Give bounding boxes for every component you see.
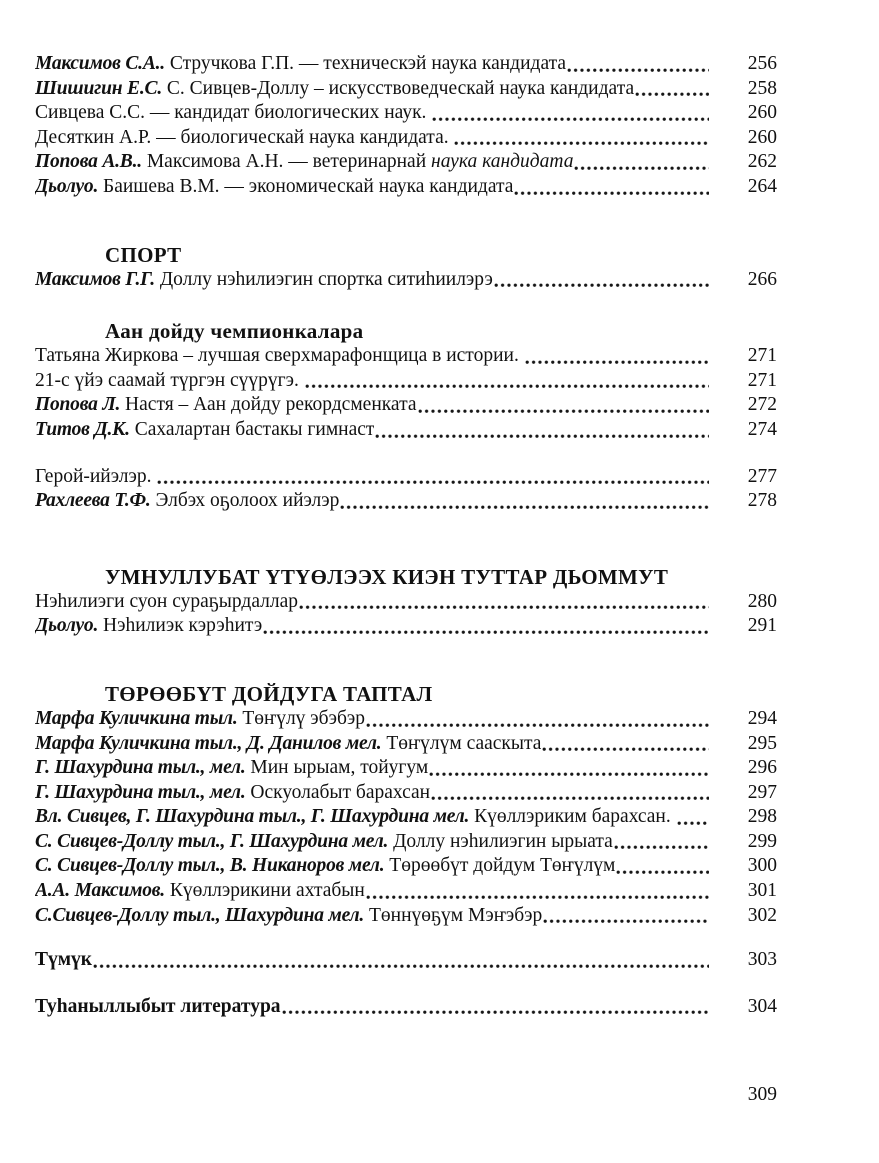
toc-entry <box>35 344 777 369</box>
toc-entry <box>35 465 777 490</box>
entry-author: Максимов С.А.. <box>35 53 165 74</box>
dot-leader <box>282 1009 709 1015</box>
dot-leader <box>525 359 709 365</box>
dot-leader <box>567 67 709 73</box>
entry-title: Туһаныллыбыт литература <box>35 995 281 1017</box>
toc-entry <box>35 590 777 615</box>
entry-title: Г. Шахурдина тыл., мел. Мин ырыам, тойугум <box>35 757 429 779</box>
entry-title: Шишигин Е.С. С. Сивцев-Доллу – искусствоведческай наука кандидата <box>35 77 635 99</box>
entry-author: Марфа Куличкина тыл., Д. Данилов мел. <box>35 732 382 754</box>
dot-leader <box>299 604 709 610</box>
toc-entry-group <box>35 590 777 639</box>
toc-entry <box>35 101 777 126</box>
entry-page-number: 294 <box>747 707 777 729</box>
dot-leader <box>431 795 709 801</box>
entry-author: Марфа Куличкина тыл. <box>35 707 238 729</box>
toc-entry <box>35 393 777 418</box>
dot-leader <box>366 722 709 728</box>
entry-page-number: 303 <box>747 949 777 971</box>
toc-entry-group <box>35 344 777 442</box>
entry-title: Дьолуо. Баишева В.М. — экономическай наука кандидата <box>35 175 514 197</box>
entry-page-number: 280 <box>747 590 777 612</box>
entry-author: А.А. Максимов. <box>35 880 165 902</box>
toc-entry <box>35 781 777 806</box>
toc-entry <box>35 175 777 200</box>
entry-author: Г. Шахурдина тыл., мел. <box>35 757 246 779</box>
entry-title: С.Сивцев-Доллу тыл., Шахурдина мел. Төннүөҕүм Мэҥэбэр <box>35 904 543 926</box>
toc-entry-group <box>35 995 777 1020</box>
toc-entry <box>35 756 777 781</box>
entry-title: Десяткин А.Р. — биологическай наука кандидата. <box>35 126 454 148</box>
section-heading: УМНУЛЛУБАТ ҮТҮӨЛЭЭХ КИЭН ТУТТАР ДЬОММУТ <box>105 564 669 589</box>
entry-title: Нэһилиэги суон сураҕырдаллар <box>35 590 299 612</box>
entry-title: Марфа Куличкина тыл. Төҥүлү эбэбэр <box>35 707 366 729</box>
entry-author: Попова А.В.. <box>35 151 142 173</box>
toc-entry <box>35 904 777 929</box>
entry-title: Марфа Куличкина тыл., Д. Данилов мел. Төҥүлүм сааскыта <box>35 732 542 754</box>
dot-leader <box>454 140 709 146</box>
table-of-contents <box>35 52 777 1019</box>
dot-leader <box>432 116 709 122</box>
entry-title: Вл. Сивцев, Г. Шахурдина тыл., Г. Шахурдина мел. Күөллэриким барахсан. <box>35 806 676 828</box>
page-footer <box>748 1083 777 1107</box>
entry-page-number: 300 <box>747 855 777 877</box>
dot-leader <box>93 963 709 969</box>
entry-title: Титов Д.К. Сахалартан бастакы гимнаст <box>35 418 375 440</box>
entry-page-number: 299 <box>747 830 777 852</box>
entry-title: Максимов С.А.. Стручкова Г.П. — техническэй наука кандидата <box>35 53 567 74</box>
toc-entry <box>35 489 777 514</box>
entry-title: Рахлеева Т.Ф. Элбэх оҕолоох ийэлэр <box>35 490 340 512</box>
entry-page-number: 291 <box>747 615 777 637</box>
entry-author: Вл. Сивцев, Г. Шахурдина тыл., Г. Шахурдина мел. <box>35 806 470 828</box>
entry-author: Титов Д.К. <box>35 418 130 440</box>
entry-title: Попова Л. Настя – Аан дойду рекордсменката <box>35 394 417 416</box>
section-heading: СПОРТ <box>105 242 182 267</box>
toc-entry <box>35 830 777 855</box>
dot-leader <box>616 869 709 875</box>
toc-entry <box>35 879 777 904</box>
entry-title: Түмүк <box>35 949 93 971</box>
entry-author: Рахлеева Т.Ф. <box>35 490 151 512</box>
entry-author: Максимов Г.Г. <box>35 268 155 290</box>
entry-page-number: 271 <box>747 369 777 391</box>
entry-title: А.А. Максимов. Күөллэрикини ахтабын <box>35 880 365 902</box>
toc-entry <box>35 52 777 77</box>
entry-page-number: 260 <box>747 126 777 148</box>
dot-leader <box>514 190 709 196</box>
toc-entry-group <box>35 268 777 293</box>
toc-entry <box>35 995 777 1020</box>
entry-author: С.Сивцев-Доллу тыл., Шахурдина мел. <box>35 904 365 926</box>
entry-title: Татьяна Жиркова – лучшая сверхмарафонщица в истории. <box>35 345 524 367</box>
entry-page-number: 272 <box>747 394 777 416</box>
toc-entry-group <box>35 948 777 973</box>
dot-leader <box>157 479 709 485</box>
entry-author: Г. Шахурдина тыл., мел. <box>35 781 246 803</box>
entry-page-number: 266 <box>747 268 777 290</box>
entry-title: Сивцева С.С. — кандидат биологических наук. <box>35 102 432 124</box>
dot-leader <box>635 91 709 97</box>
toc-entry <box>35 854 777 879</box>
entry-author: Попова Л. <box>35 394 121 416</box>
dot-leader <box>494 282 709 288</box>
dot-leader <box>543 918 709 924</box>
entry-page-number: 262 <box>747 151 777 173</box>
dot-leader <box>366 894 709 900</box>
entry-page-number: 274 <box>747 418 777 440</box>
toc-entry-group <box>35 465 777 514</box>
dot-leader <box>614 844 709 850</box>
entry-title: С. Сивцев-Доллу тыл., Г. Шахурдина мел. Доллу нэһилиэгин ырыата <box>35 830 613 852</box>
entry-title: Г. Шахурдина тыл., мел. Оскуолабыт барахсан <box>35 781 431 803</box>
entry-title-italic: наука кандидата <box>431 151 574 173</box>
dot-leader <box>375 433 709 439</box>
toc-entry <box>35 614 777 639</box>
section-heading: Аан дойду чемпионкалара <box>105 319 364 344</box>
toc-entry <box>35 707 777 732</box>
dot-leader <box>542 746 709 752</box>
dot-leader <box>418 408 710 414</box>
toc-entry <box>35 126 777 151</box>
entry-author: Шишигин Е.С. <box>35 77 162 99</box>
entry-title: Герой-ийэлэр. <box>35 465 157 487</box>
entry-page-number: 298 <box>747 806 777 828</box>
entry-title: С. Сивцев-Доллу тыл., В. Никаноров мел. Төрөөбүт дойдум Төҥүлүм <box>35 855 616 877</box>
toc-entry <box>35 418 777 443</box>
dot-leader <box>677 820 709 826</box>
entry-page-number: 256 <box>747 53 777 74</box>
entry-page-number: 277 <box>747 465 777 487</box>
entry-page-number: 301 <box>747 880 777 902</box>
entry-page-number: 260 <box>747 102 777 124</box>
entry-page-number: 295 <box>747 732 777 754</box>
entry-page-number: 258 <box>747 77 777 99</box>
dot-leader <box>263 629 709 635</box>
entry-title: Попова А.В.. Максимова А.Н. — ветеринарнай наука кандидата <box>35 151 574 173</box>
dot-leader <box>429 771 709 777</box>
entry-page-number: 297 <box>747 781 777 803</box>
toc-entry-group <box>35 52 777 200</box>
page-number: 309 <box>747 1084 777 1105</box>
dot-leader <box>305 383 709 389</box>
entry-page-number: 302 <box>747 904 777 926</box>
entry-page-number: 271 <box>747 345 777 367</box>
toc-entry <box>35 77 777 102</box>
entry-author: С. Сивцев-Доллу тыл., В. Никаноров мел. <box>35 855 385 877</box>
entry-page-number: 304 <box>747 995 777 1017</box>
entry-title: Дьолуо. Нэһилиэк кэрэһитэ <box>35 615 263 637</box>
toc-entry <box>35 369 777 394</box>
dot-leader <box>340 504 709 510</box>
toc-entry <box>35 732 777 757</box>
toc-entry <box>35 805 777 830</box>
toc-entry-group <box>35 707 777 928</box>
entry-page-number: 296 <box>747 757 777 779</box>
entry-author: С. Сивцев-Доллу тыл., Г. Шахурдина мел. <box>35 830 389 852</box>
section-heading: ТӨРӨӨБҮТ ДОЙДУГА ТАПТАЛ <box>105 681 433 706</box>
toc-entry <box>35 948 777 973</box>
entry-page-number: 278 <box>747 490 777 512</box>
entry-title: 21-с үйэ саамай түргэн сүүрүгэ. <box>35 369 304 391</box>
toc-entry <box>35 150 777 175</box>
toc-entry <box>35 268 777 293</box>
entry-author: Дьолуо. <box>35 615 99 637</box>
entry-author: Дьолуо. <box>35 175 99 197</box>
entry-page-number: 264 <box>747 175 777 197</box>
dot-leader <box>574 165 709 171</box>
entry-title: Максимов Г.Г. Доллу нэһилиэгин спортка ситиһиилэрэ <box>35 268 493 290</box>
